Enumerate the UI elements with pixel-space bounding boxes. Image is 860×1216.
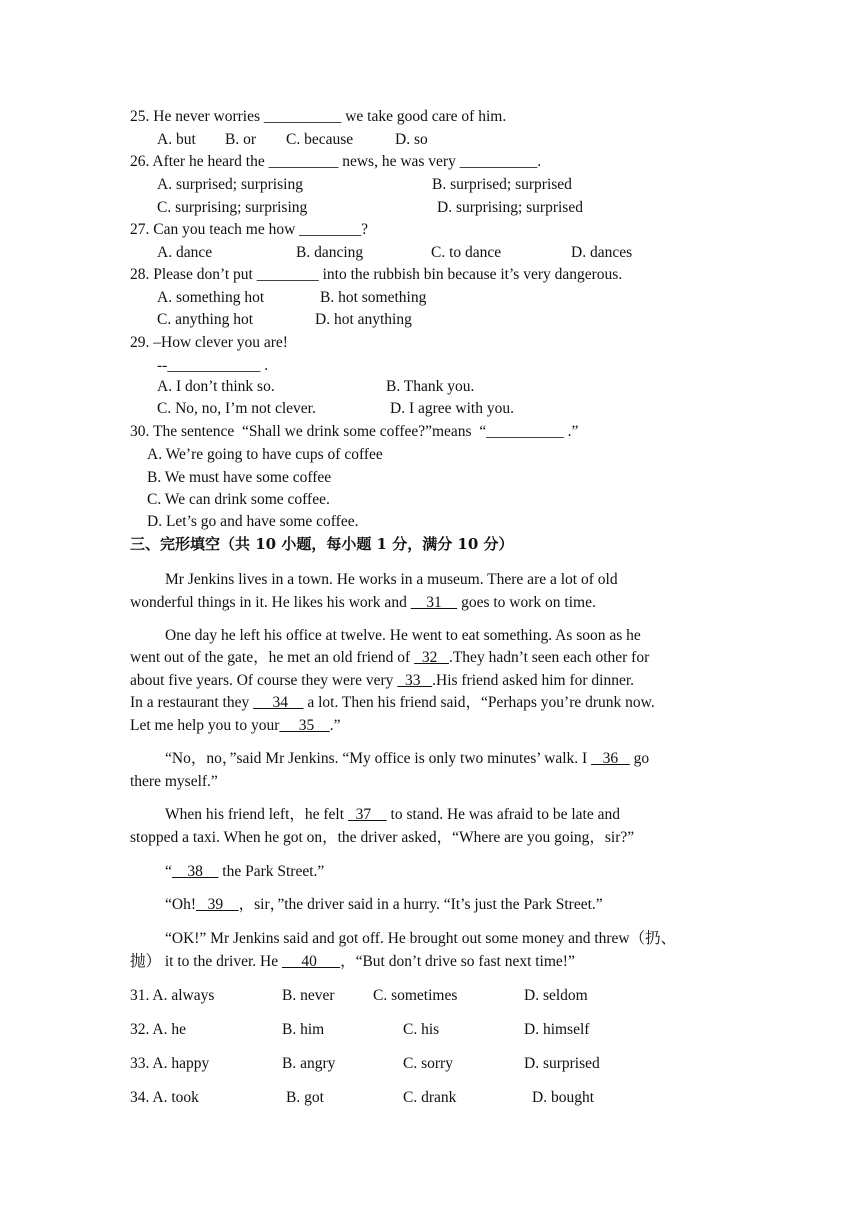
text-part: In a restaurant they [130,694,254,711]
choice-31-c: C. sometimes [373,987,458,1004]
choice-34-a: 34. A. took [130,1089,199,1106]
option-29a: A. I don’t think so. [157,378,275,395]
question-29-reply [157,356,268,376]
option-30a: A. We’re going to have cups of coffee [147,446,383,463]
text-part: “Oh! [165,896,196,913]
stem-part: 30. The sentence “Shall we drink some coffee?”means “ [130,423,487,440]
choice-34-d: D. bought [532,1089,594,1106]
passage-line [165,805,620,825]
blank-37: 37 [347,806,387,823]
option-30d: D. Let’s go and have some coffee. [147,513,359,530]
passage-line [130,693,655,713]
reply-prefix: -- [157,357,168,374]
reply-suffix: . [260,357,269,374]
passage-line [130,648,649,668]
text-part: 抛） it to the driver. He [130,953,282,970]
passage-line [165,749,649,769]
blank-34: 34 [253,694,304,711]
option-27a: A. dance [157,244,213,261]
answer-blank: ____________ [167,357,261,374]
answer-blank: __________ [486,423,564,440]
text-part: wonderful things in it. He likes his work and [130,594,411,611]
option-28c: C. anything hot [157,311,254,328]
text-part: went out of the gate，he met an old friend of [130,649,415,666]
passage-line [130,952,575,972]
choice-31-a: 31. A. always [130,987,215,1004]
text-part: a lot. Then his friend said，“Perhaps you’re drunk now. [303,694,655,711]
text-part: “ [165,863,172,880]
choice-33-c: C. sorry [403,1055,453,1072]
text-part: ，sir，”the driver said in a hurry. “It’s just the Park Street.” [238,896,603,913]
passage-line [130,671,634,691]
text-part: .” [329,717,341,734]
option-25b: B. or [225,131,256,148]
option-28d: D. hot anything [315,311,412,328]
text-part: the Park Street.” [218,863,325,880]
choice-31-d: D. seldom [524,987,588,1004]
stem-part: 25. He never worries [130,108,264,125]
choice-32-a: 32. A. he [130,1021,186,1038]
blank-36: 36 [591,750,630,767]
option-25a: A. but [157,131,196,148]
option-30c: C. We can drink some coffee. [147,491,330,508]
text-part: .They hadn’t seen each other for [448,649,650,666]
option-28a: A. something hot [157,289,265,306]
passage-line: stopped a taxi. When he got on，the driver asked，“Where are you going，sir?” [130,829,635,846]
text-part: “No，no，”said Mr Jenkins. “My office is only two minutes’ walk. I [165,750,592,767]
choice-34-c: C. drank [403,1089,457,1106]
option-26c: C. surprising; surprising [157,199,308,216]
choice-32-d: D. himself [524,1021,590,1038]
passage-line [130,716,341,736]
blank-31: 31 [410,594,458,611]
option-26a: A. surprised; surprising [157,176,303,193]
passage-line [130,593,596,613]
option-27c: C. to dance [431,244,502,261]
question-30-stem [130,422,578,442]
option-30b: B. We must have some coffee [147,469,332,486]
choice-33-b: B. angry [282,1055,336,1072]
choice-33-a: 33. A. happy [130,1055,210,1072]
choice-33-d: D. surprised [524,1055,600,1072]
option-27d: D. dances [571,244,633,261]
stem-part: we take good care of him. [341,108,507,125]
question-26-stem: 26. After he heard the _________ news, he was very __________. [130,153,542,170]
option-27b: B. dancing [296,244,364,261]
stem-part: .” [563,423,579,440]
option-29b: B. Thank you. [386,378,475,395]
text-part: goes to work on time. [457,594,596,611]
text-part: When his friend left，he felt [165,806,348,823]
option-29c: C. No, no, I’m not clever. [157,400,316,417]
passage-line: there myself.” [130,773,218,790]
question-27-stem: 27. Can you teach me how ________? [130,221,369,238]
choice-34-b: B. got [286,1089,324,1106]
question-28-stem: 28. Please don’t put ________ into the rubbish bin because it’s very dangerous. [130,266,623,283]
choice-32-b: B. him [282,1021,325,1038]
passage-line: Mr Jenkins lives in a town. He works in a museum. There are a lot of old [165,571,618,588]
question-25-stem [130,107,506,127]
text-part: about five years. Of course they were very [130,672,398,689]
passage-line: One day he left his office at twelve. He went to eat something. As soon as he [165,627,641,644]
option-26b: B. surprised; surprised [432,176,572,193]
option-28b: B. hot something [320,289,427,306]
blank-39: 39 [196,896,239,913]
answer-blank: __________ [263,108,342,125]
choice-32-c: C. his [403,1021,440,1038]
option-29d: D. I agree with you. [390,400,514,417]
section-heading: 三、完形填空（共 10 小题，每小题 1 分，满分 10 分） [130,535,514,553]
text-part: Let me help you to your [130,717,280,734]
blank-32: 32 [414,649,449,666]
question-29-stem: 29. –How clever you are! [130,334,288,351]
passage-line: “OK!” Mr Jenkins said and got off. He brought out some money and threw（扔、 [165,930,677,947]
passage-line [165,862,324,882]
blank-35: 35 [279,717,330,734]
blank-38: 38 [171,863,219,880]
text-part: to stand. He was afraid to be late and [386,806,620,823]
blank-33: 33 [397,672,433,689]
text-part: go [629,750,650,767]
choice-31-b: B. never [282,987,335,1004]
blank-40: 40 [281,953,341,970]
option-25d: D. so [395,131,428,148]
passage-line [165,895,603,915]
option-25c: C. because [286,131,354,148]
text-part: ，“But don’t drive so fast next time!” [340,953,575,970]
text-part: .His friend asked him for dinner. [432,672,635,689]
option-26d: D. surprising; surprised [437,199,583,216]
